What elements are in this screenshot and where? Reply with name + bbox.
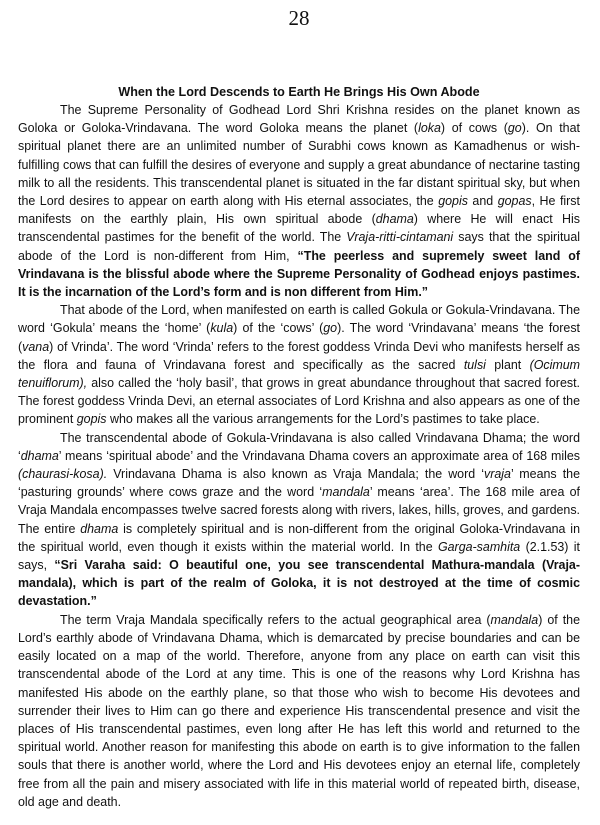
text-run: (2.1.53) it says, (18, 539, 581, 573)
text-run: ). The word ‘Vrindavana’ means ‘the forest ( (18, 321, 580, 354)
italic-term: dhama (80, 521, 119, 536)
text-run: ) of cows ( (440, 121, 508, 136)
italic-term: (chaurasi-kosa). (18, 467, 108, 482)
italic-term: gopas (497, 194, 532, 209)
paragraph (18, 611, 580, 811)
italic-term: go (323, 321, 338, 336)
paragraph (18, 301, 580, 428)
italic-term: dhama (20, 448, 59, 463)
italic-term: mandala (490, 612, 539, 627)
text-run: , He first manifests on the earthly plain, His own spiritual abode ( (18, 194, 580, 227)
paragraph (18, 101, 580, 301)
text-run: ’ means the ‘pasturing grounds’ where cows graze and the word ‘ (18, 467, 580, 500)
section-heading: When the Lord Descends to Earth He Brings His Own Abode (118, 85, 480, 99)
italic-term: dhama (375, 212, 414, 227)
text-run: who makes all the various arrangements for the Lord’s pastimes to take place. (106, 412, 540, 427)
bold-quote: “Sri Varaha said: O beautiful one, you see transcendental Mathura-mandala (Vraja-mandala), which is part of the realm of Goloka, it is not destroyed at the time of cosmic devastation.” (18, 558, 580, 609)
text-run: says that the spiritual abode of the Lord is non-different from Him, (18, 230, 580, 263)
italic-term: gopis (76, 412, 107, 427)
text-run: The Supreme Personality of Godhead Lord Shri Krishna resides on the planet known as Goloka or Goloka-Vrindavana. The word Goloka means the planet ( (18, 103, 580, 136)
italic-term: vana (22, 339, 50, 354)
text-run: plant (485, 357, 530, 372)
text-run: ’ means ‘area’. The 168 mile area of Vraja Mandala encompasses twelve sacred forests along with rivers, lakes, hills, groves, and gardens. The entire (18, 485, 581, 536)
text-run: ’ means ‘spiritual abode’ and the Vrindavana Dhama covers an approximate area of 168 miles (58, 448, 580, 463)
italic-term: Garga-samhita (437, 539, 521, 554)
text-run: is completely spiritual and is non-different from the original Goloka-Vrindavana in the spiritual world, even though it exists within the material world. In the (18, 521, 580, 554)
page-number: 28 (288, 6, 310, 30)
italic-term: Vraja-ritti-cintamani (346, 230, 454, 245)
italic-term: kula (210, 321, 234, 336)
italic-term: (Ocimum tenuiflorum), (18, 357, 580, 391)
text-run: Vrindavana Dhama is also known as Vraja Mandala; the word ‘ (107, 467, 484, 482)
italic-term: loka (418, 121, 441, 136)
text-run: The transcendental abode of Gokula-Vrindavana is also called Vrindavana Dhama; the word ‘ (18, 430, 580, 463)
text-run: also called the ‘holy basil’, that grows in great abundance throughout that sacred forest. The forest goddess Vrinda Devi, an eternal associates of Lord Krishna and also appears as one of the prominent (18, 376, 580, 427)
text-run: The term Vraja Mandala specifically refers to the actual geographical area ( (60, 612, 491, 627)
italic-term: go (507, 121, 522, 136)
italic-term: mandala (322, 485, 370, 500)
italic-term: gopis (438, 194, 468, 209)
text-run: ) of the ‘cows’ ( (233, 321, 324, 336)
text-run: ) where He will enact His transcendental pastimes for the benefit of the world. The (18, 212, 580, 245)
bold-quote: “The peerless and supremely sweet land of Vrindavana is the blissful abode where the Supreme Personality of Godhead enjoys pastimes. It is the incarnation of the Lord’s form and is non different from Him.” (18, 248, 581, 300)
text-run: and (467, 194, 498, 209)
text-run: That abode of the Lord, when manifested on earth is called Gokula or Gokula-Vrindavana. The word ‘Gokula’ means the ‘home’ ( (18, 303, 580, 336)
body-text (18, 101, 580, 811)
text-run: ) of Vrinda’. The word ‘Vrinda’ refers to the forest goddess Vrinda Devi who manifests herself as the flora and fauna of Vrindavana forest and specifically as the sacred (18, 339, 580, 372)
italic-term: tulsi (463, 357, 486, 372)
text-run: ). On that spiritual planet there are an unlimited number of Surabhi cows known as Kamadhenus or wish-fulfilling cows that can fulfill the desires of everyone and supply a great abundance of nectarine tasting milk to all the residents. This transcendental planet is situated in the far distant spiritual sky, but when the Lord desires to appear on earth along with His eternal associates, the (18, 121, 580, 209)
italic-term: vraja (483, 467, 511, 482)
paragraph (18, 429, 580, 611)
text-run: ) of the Lord’s earthly abode of Vrindavana Dhama, which is demarcated by precise boundaries and can be easily located on a map of the world. Therefore, anyone from any place on earth can visit this transcendental abode of the Lord at any time. This is one of the reasons why Lord Krishna has manifested His abode on the earthly plane, so that those who wish to become His devotees and surrender their lives to Him can go there and experience His transcendental presence and visit the places of His transcendental pastimes, even long after He has left this world and returned to the spiritual world. Another reason for manifesting this abode on earth is to give information to the fallen souls that there is another world, where the Lord and His devotees enjoy an eternal life, completely free from all the pain and misery associated with life in this material world of repeated birth, disease, old age and death. (18, 612, 580, 809)
